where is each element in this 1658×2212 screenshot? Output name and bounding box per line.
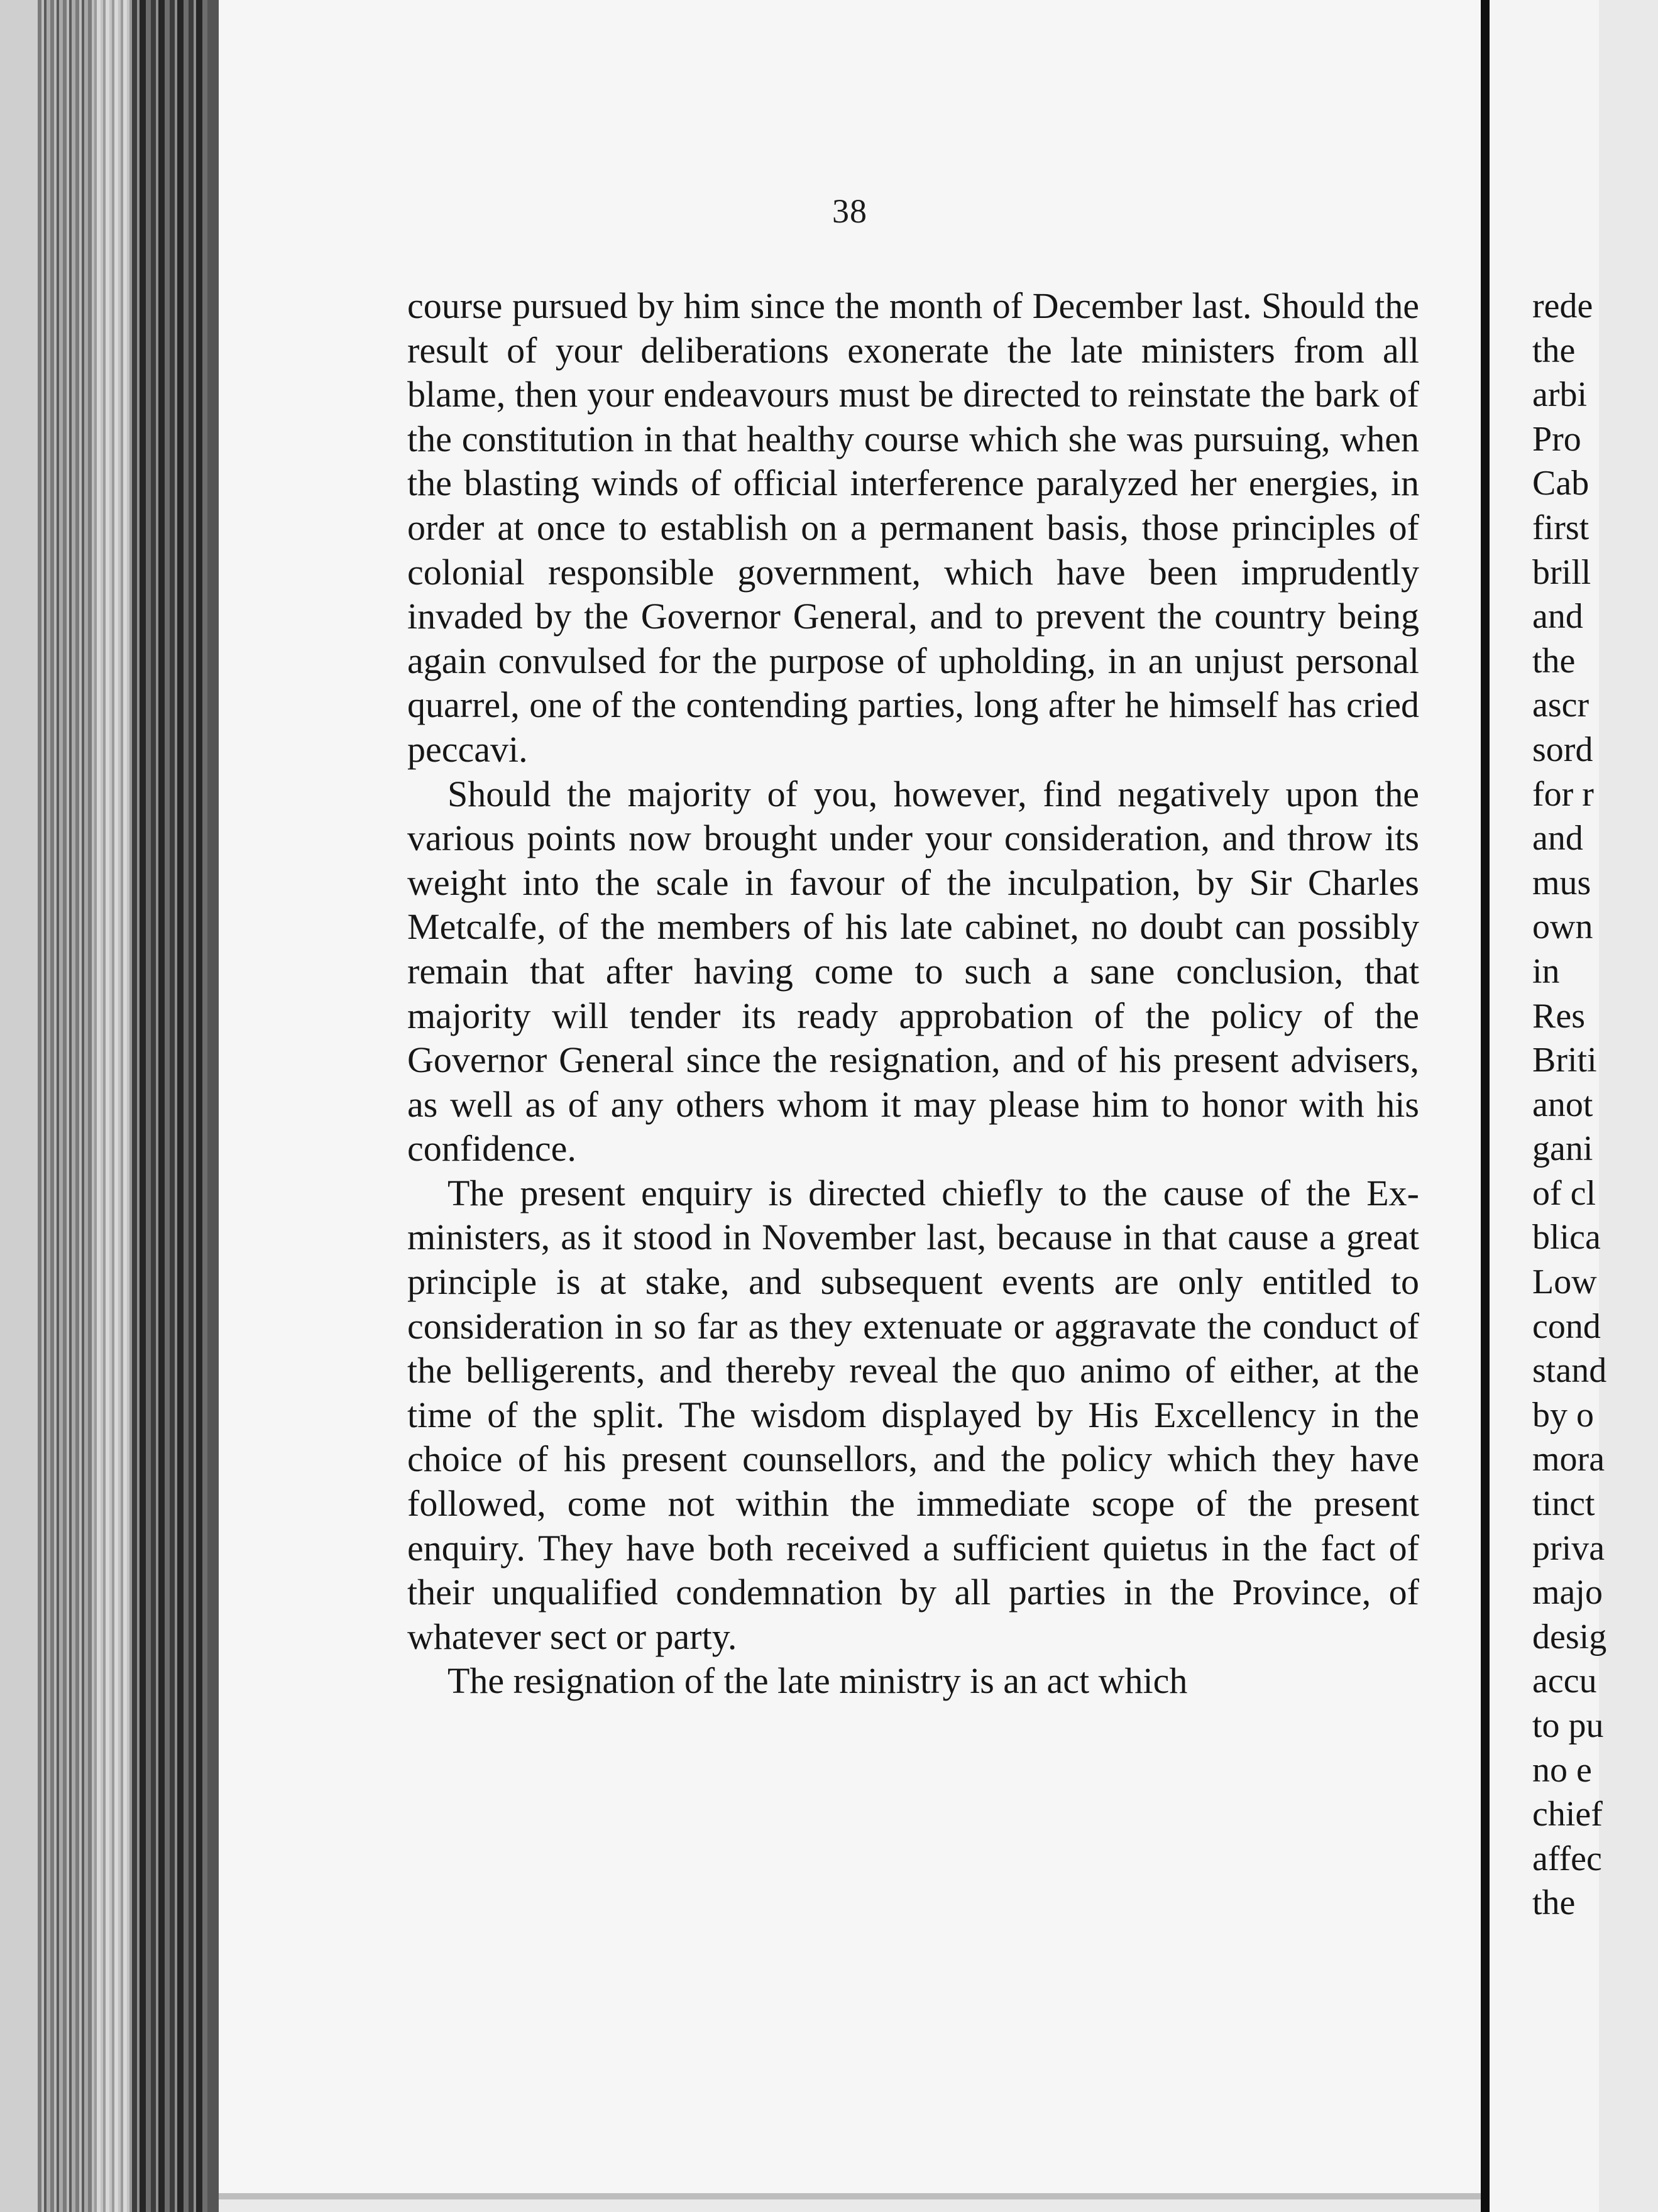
facing-line: the — [1532, 1883, 1576, 1923]
facing-line: blica — [1532, 1218, 1601, 1257]
facing-line: to pu — [1532, 1706, 1604, 1745]
facing-line: Cab — [1532, 464, 1589, 503]
facing-line: arbi — [1532, 375, 1588, 415]
facing-page — [1490, 0, 1607, 2212]
paragraph-1: course pursued by him since the month of December last. Should the result of your deliberations exonerate the late ministers from all blame, then your endeavours must be directed to reinstate the bark of the constitution in that healthy course which she was pursuing, when the blasting winds of official interference paralyzed her energies, in order at once to establish on a permanent basis, those principles of colonial responsible government, which have been imprudently invaded by the Governor General, and to prevent the country being again convulsed for the purpose of upholding, in an unjust personal quarrel, one of the contending parties, long after he himself has cried peccavi. — [407, 285, 1419, 770]
facing-line: no e — [1532, 1750, 1592, 1790]
facing-line: majo — [1532, 1573, 1603, 1612]
facing-line: the — [1532, 641, 1576, 681]
page-edge-outer — [0, 0, 38, 2212]
facing-line: mus — [1532, 863, 1591, 902]
facing-line: anot — [1532, 1085, 1593, 1124]
page-number: 38 — [832, 192, 867, 230]
facing-line: Res — [1532, 996, 1585, 1036]
facing-line: own — [1532, 907, 1593, 947]
facing-line: affec — [1532, 1839, 1602, 1878]
facing-line: accu — [1532, 1662, 1597, 1701]
facing-page-text — [1532, 284, 1658, 1925]
facing-line: cond — [1532, 1306, 1601, 1346]
facing-line: priva — [1532, 1528, 1605, 1568]
facing-line: stand — [1532, 1351, 1607, 1391]
facing-line: Pro — [1532, 419, 1581, 459]
facing-line: ascr — [1532, 686, 1589, 725]
facing-line: sord — [1532, 730, 1593, 769]
facing-line: mora — [1532, 1440, 1605, 1479]
facing-line: and — [1532, 819, 1583, 858]
book-page — [219, 0, 1490, 2199]
facing-line: chief — [1532, 1795, 1603, 1834]
paragraph-4: The resignation of the late ministry is an act which — [447, 1660, 1188, 1702]
facing-line: desig — [1532, 1617, 1607, 1656]
facing-line: by o — [1532, 1395, 1594, 1435]
facing-line: rede — [1532, 287, 1593, 326]
facing-line: gani — [1532, 1129, 1593, 1169]
facing-line: in — [1532, 951, 1560, 991]
facing-line: of cl — [1532, 1173, 1596, 1213]
paragraph-3: The present enquiry is directed chiefly to the cause of the Ex-ministers, as it stood in November last, because in that cause a great principle is at stake, and subsequent events are only entitled to consideration in so far as they extenuate or aggravate the conduct of the belligerents, and thereby reveal the quo animo of either, at the time of the split. The wisdom displayed by His Excellency in the choice of his present counsellors, and the policy which they have followed, come not within the immediate scope of the present enquiry. They have both received a sufficient quietus in the fact of their unqualified condemnation by all parties in the Province, of whatever sect or party. — [407, 1172, 1419, 1657]
facing-line: for r — [1532, 774, 1594, 814]
facing-line: Low — [1532, 1262, 1597, 1302]
facing-line: tinct — [1532, 1484, 1595, 1524]
book-gutter — [1481, 0, 1490, 2212]
page-edge-stack-dark — [132, 0, 207, 2212]
page-edge-stack-light — [94, 0, 132, 2212]
facing-line: the — [1532, 331, 1576, 370]
facing-line: first — [1532, 508, 1589, 547]
page-body — [407, 284, 1419, 1704]
facing-line: brill — [1532, 552, 1591, 592]
paragraph-2: Should the majority of you, however, find negatively upon the various points now brought under your consideration, and throw its weight into the scale in favour of the inculpation, by Sir Charles Metcalfe, of the members of his late cabinet, no doubt can possibly remain that after having come to such a sane conclusion, that majority will tender its ready approbation of the policy of the Governor General since the resignation, and of his present advisers, as well as of any others whom it may please him to honor with his confidence. — [407, 773, 1419, 1169]
facing-line: and — [1532, 597, 1583, 637]
facing-line: Briti — [1532, 1041, 1597, 1080]
page-edge-inner — [207, 0, 219, 2212]
page-edge-stack — [38, 0, 94, 2212]
